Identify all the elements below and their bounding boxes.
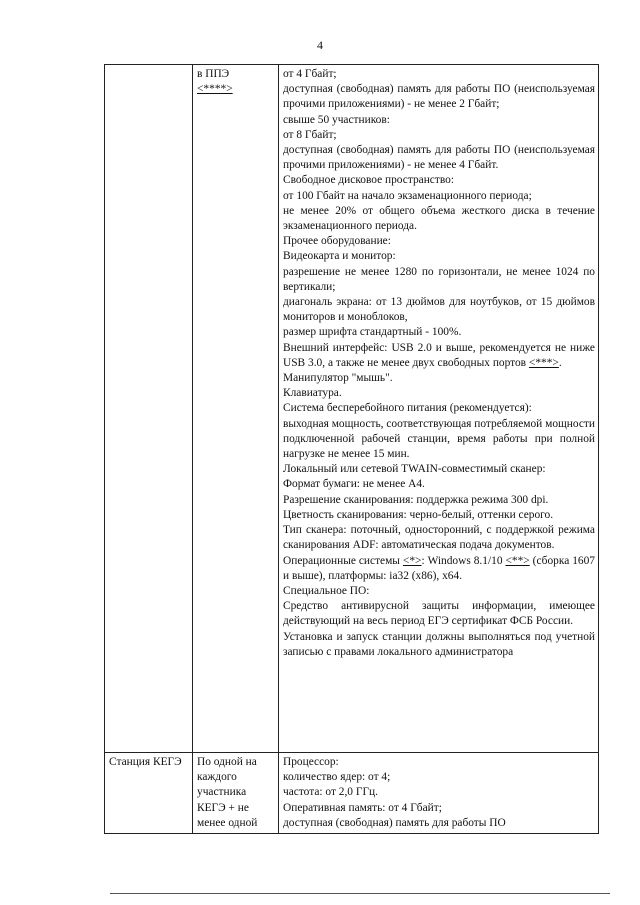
- requirements-cell: [279, 753, 599, 834]
- requirement-line: Разрешение сканирования: поддержка режима 300 dpi.: [283, 493, 549, 506]
- requirement-line: Манипулятор "мышь".: [283, 372, 393, 385]
- station-name-cell: [105, 65, 193, 753]
- requirement-line: частота: от 2,0 ГГц.: [283, 786, 378, 799]
- requirements-cell: [279, 65, 599, 753]
- requirement-line: количество ядер: от 4;: [283, 771, 391, 784]
- footnote-reference[interactable]: <*>: [402, 554, 422, 567]
- requirement-line: Установка и запуск станции должны выполняться под учетной записью с правами локального администратора: [283, 630, 595, 658]
- os-requirement: [283, 554, 595, 584]
- requirement-line: Оперативная память: от 4 Гбайт;: [283, 801, 442, 814]
- requirement-line: размер шрифта стандартный - 100%.: [283, 326, 462, 339]
- requirement-line: Свободное дисковое пространство:: [283, 174, 455, 187]
- requirement-line: доступная (свободная) память для работы ПО (неиспользуемая прочими приложениями) - не менее 2 Гбайт;: [283, 83, 595, 111]
- requirement-line: доступная (свободная) память для работы ПО: [283, 816, 506, 829]
- requirement-line: Клавиатура.: [283, 387, 342, 400]
- table-row: [105, 753, 599, 834]
- os-text: : Windows 8.1/10: [421, 554, 503, 567]
- footnote-reference[interactable]: <**>: [505, 554, 530, 567]
- footnote-reference[interactable]: <****>: [197, 83, 233, 96]
- page-bottom-rule: [110, 893, 610, 894]
- requirement-line: Процессор:: [283, 756, 339, 768]
- table-row: [105, 65, 599, 753]
- quantity-cell: [193, 65, 279, 753]
- requirement-line: Специальное ПО:: [283, 584, 370, 597]
- requirement-line: не менее 20% от общего объема жесткого диска в течение экзаменационного периода.: [283, 204, 595, 233]
- usb-text: Внешний интерфейс: USB 2.0 и выше, рекомендуется не ниже USB 3.0, а также не менее двух свободных портов: [283, 341, 595, 369]
- requirement-line: Прочее оборудование:: [283, 235, 391, 248]
- requirement-line: разрешение не менее 1280 по горизонтали, не менее 1024 по вертикали;: [283, 265, 595, 293]
- requirement-line: Система бесперебойного питания (рекомендуется):: [283, 402, 532, 415]
- os-text: (сборка 1607 и выше), платформы: ia32 (x86), x64.: [283, 554, 595, 582]
- requirement-line: диагональ экрана: от 13 дюймов для ноутбуков, от 15 дюймов мониторов и моноблоков,: [283, 296, 595, 324]
- station-name-cell: Станция КЕГЭ: [105, 753, 193, 834]
- requirement-line: Средство антивирусной защиты информации, имеющее действующий на весь период ЕГЭ сертификат ФСБ России.: [283, 600, 595, 628]
- usb-requirement: Внешний интерфейс: USB 2.0 и выше, рекомендуется не ниже USB 3.0, а также не менее двух свободных портов <***>.: [283, 341, 595, 369]
- footnote-reference[interactable]: <***>: [528, 356, 559, 369]
- os-text: Операционные системы: [283, 554, 400, 567]
- requirement-line: Видеокарта и монитор:: [283, 250, 396, 263]
- requirement-line: доступная (свободная) память для работы ПО (неиспользуемая прочими приложениями) - не менее 4 Гбайт.: [283, 144, 595, 172]
- requirement-line: свыше 50 участников:: [283, 113, 390, 126]
- requirement-line: Локальный или сетевой TWAIN-совместимый сканер:: [283, 463, 546, 476]
- requirement-line: от 4 Гбайт;: [283, 68, 337, 80]
- requirement-line: от 100 Гбайт на начало экзаменационного периода;: [283, 189, 532, 202]
- requirement-line: от 8 Гбайт;: [283, 128, 337, 141]
- quantity-cell: По одной на каждого участника КЕГЭ + не менее одной: [193, 753, 279, 834]
- requirement-line: Формат бумаги: не менее А4.: [283, 478, 425, 491]
- quantity-text: в ППЭ: [197, 68, 230, 80]
- page-number: 4: [317, 38, 323, 52]
- requirement-line: Цветность сканирования: черно-белый, оттенки серого.: [283, 508, 554, 521]
- requirement-line: Тип сканера: поточный, односторонний, с поддержкой режима сканирования ADF: автоматическая подача документов.: [283, 524, 595, 552]
- requirement-line: выходная мощность, соответствующая потребляемой мощности подключенной рабочей станции, время работы при полной нагрузке не менее 15 мин.: [283, 417, 595, 461]
- requirements-table: [104, 64, 599, 834]
